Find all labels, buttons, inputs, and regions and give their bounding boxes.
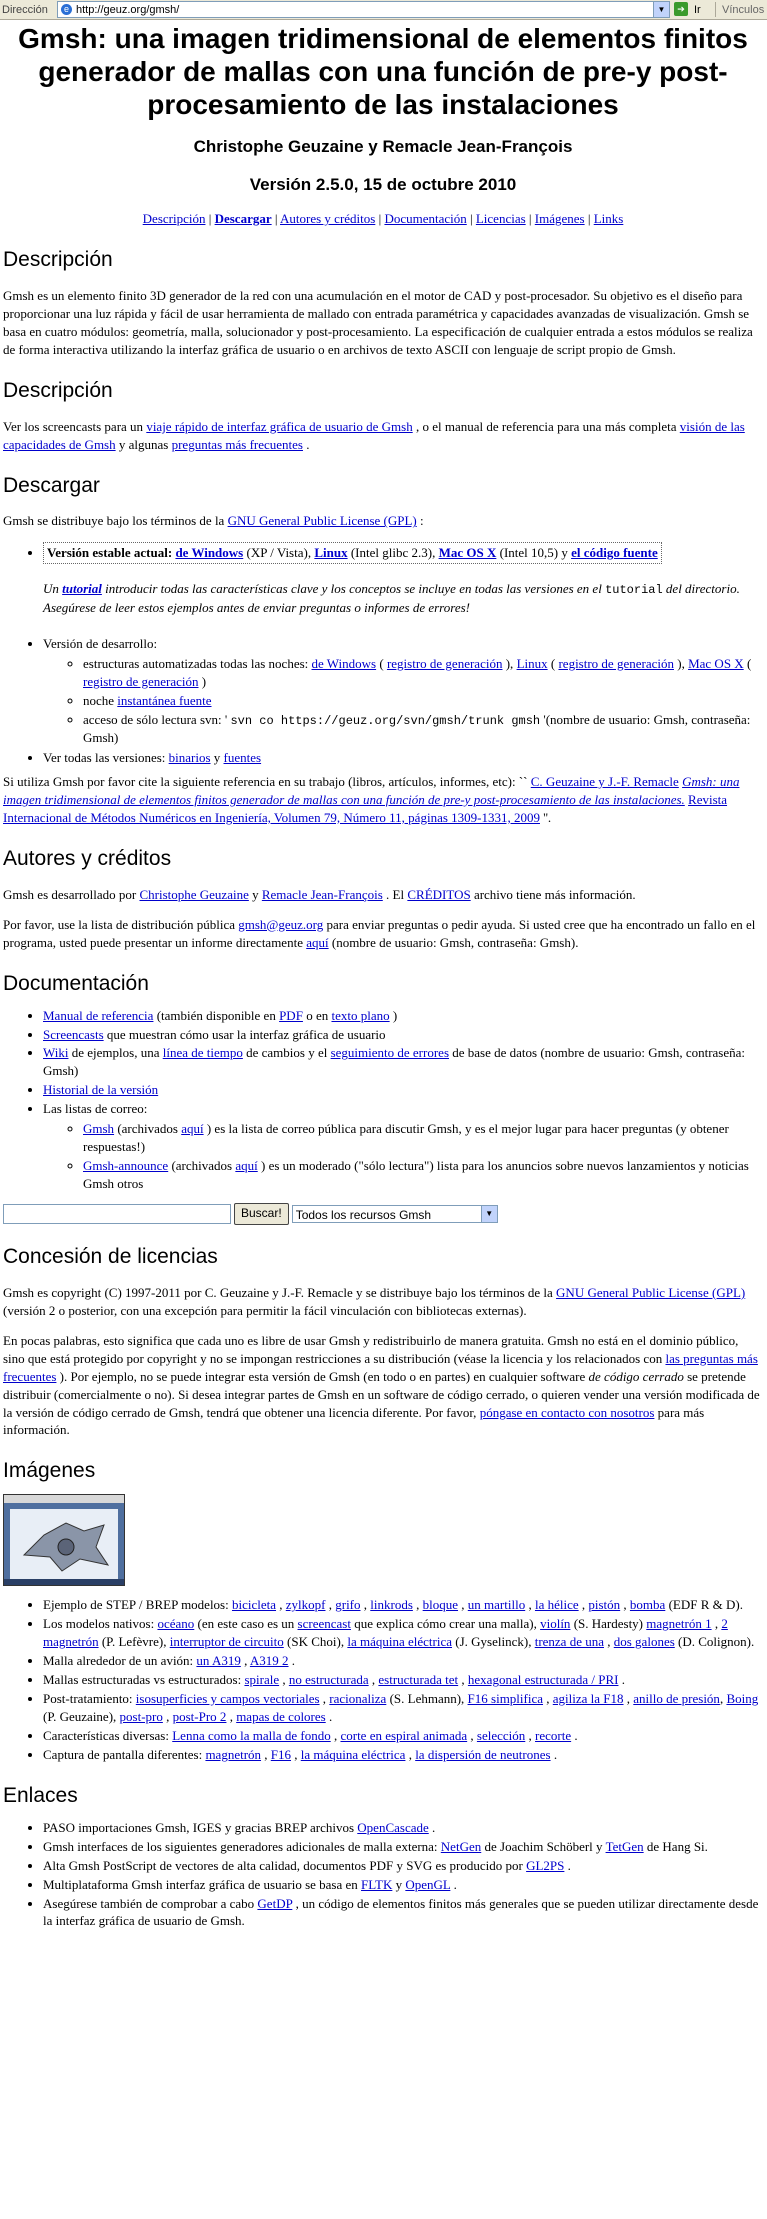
citation-authors-link[interactable]: C. Geuzaine y J.-F. Remacle — [530, 774, 679, 789]
text: ( — [547, 655, 559, 671]
text: (D. Colignon). — [674, 1634, 755, 1650]
tetgen-link[interactable]: TetGen — [605, 1838, 644, 1854]
tutorial-note-line: Un tutorial introducir todas las características clave y los conceptos se incluye en todas las versiones en el tutorial del directorio. — [43, 581, 740, 598]
text: Los modelos nativos: — [43, 1616, 158, 1632]
images-list-item — [43, 1596, 763, 1614]
netgen-link[interactable]: NetGen — [440, 1838, 482, 1854]
text: Gmsh interfaces de los siguientes generadores adicionales de malla externa: — [43, 1838, 441, 1854]
nav-links[interactable]: Links — [593, 211, 624, 226]
address-url[interactable]: http://geuz.org/gmsh/ — [76, 4, 180, 16]
authors-line: Christophe Geuzaine y Remacle Jean-François — [193, 137, 573, 157]
address-field[interactable] — [57, 1, 670, 18]
docs-wiki-item — [43, 1044, 763, 1080]
heading-imagenes: Imágenes — [3, 1459, 96, 1483]
dev-version-item — [43, 635, 763, 747]
separator: , — [578, 1597, 589, 1613]
address-bar — [0, 0, 767, 20]
separator: , — [525, 1727, 536, 1743]
text: (EDF R & D). — [665, 1597, 743, 1613]
separator: , — [543, 1691, 553, 1707]
text: . — [302, 436, 310, 452]
text: que muestran cómo usar la interfaz gráfica de usuario — [103, 1026, 386, 1042]
docs-lists-item — [43, 1100, 763, 1193]
build-log-link[interactable]: registro de generación — [83, 673, 199, 689]
mailing-paragraph — [3, 916, 763, 952]
text: (S. Lehmann), — [386, 1691, 468, 1707]
mail-link[interactable]: gmsh@geuz.org — [238, 916, 324, 932]
image-link[interactable]: F16 simplifica — [467, 1691, 544, 1707]
text: (en este caso es un — [194, 1616, 298, 1632]
address-label: Dirección — [2, 4, 48, 16]
text: ( — [376, 655, 387, 671]
text: Las listas de correo: — [43, 1101, 148, 1117]
text: (J. Gyselinck), — [452, 1634, 535, 1650]
text: Post-tratamiento: — [43, 1691, 136, 1707]
getdp-link[interactable]: GetDP — [257, 1895, 293, 1911]
download-linux-link[interactable]: Linux — [314, 545, 348, 561]
mailing-lists — [43, 1120, 763, 1193]
citation-journal-link[interactable]: Revista Internacional de Métodos Numéricos en Ingeniería, Volumen 79, Número 11, páginas 1309-1331, 2009 — [3, 791, 728, 825]
text: ) — [198, 673, 207, 689]
separator: , — [279, 1672, 289, 1688]
docs-history-item — [43, 1081, 763, 1099]
search-input[interactable] — [3, 1204, 231, 1224]
fltk-link[interactable]: FLTK — [361, 1876, 393, 1892]
separator: , — [467, 1727, 477, 1743]
links-toolbar-label[interactable]: Vínculos — [722, 4, 765, 16]
image-link[interactable]: magnetrón 1 — [646, 1616, 712, 1632]
heading-enlaces: Enlaces — [3, 1783, 78, 1807]
page-content — [3, 22, 763, 1936]
separator: , — [226, 1709, 237, 1724]
docs-list — [3, 1007, 763, 1193]
text: Gmsh es copyright (C) 1997-2011 por C. Geuzaine y J.-F. Remacle y se distribuye bajo los términos de la — [3, 1284, 557, 1300]
image-link[interactable]: la máquina eléctrica — [300, 1746, 406, 1762]
faq-link[interactable]: preguntas más frecuentes — [171, 436, 303, 452]
images-list-item — [43, 1652, 763, 1670]
text: . — [571, 1727, 578, 1743]
text: Si utiliza Gmsh por favor cite la siguiente referencia en su trabajo (libros, artículos, informes, etc): `` — [3, 774, 531, 789]
svn-item — [83, 711, 763, 747]
image-link[interactable]: Lenna como la malla de fondo — [172, 1727, 331, 1743]
image-link[interactable]: zylkopf — [285, 1597, 326, 1613]
license-faq-link[interactable]: las preguntas más frecuentes — [3, 1350, 758, 1384]
nightly-mac-link[interactable]: Mac OS X — [688, 655, 744, 671]
tutorial-link[interactable]: tutorial — [62, 581, 102, 597]
contact-link[interactable]: póngase en contacto con nosotros — [479, 1404, 655, 1420]
text: ). Por ejemplo, no se puede integrar esta versión de Gmsh (en todo o en partes) en cualquier software — [56, 1368, 589, 1384]
text: (P. Geuzaine), — [43, 1709, 120, 1724]
image-link[interactable]: no estructurada — [288, 1672, 369, 1688]
text: de cambios y el — [242, 1045, 331, 1061]
separator: , — [360, 1597, 371, 1613]
image-link[interactable]: selección — [476, 1727, 526, 1743]
text: (versión 2 o posterior, con una excepción para permitir la fácil vinculación con bibliotecas externas). — [3, 1302, 527, 1318]
version-line: Versión 2.5.0, 15 de octubre 2010 — [249, 174, 517, 194]
snapshot-item — [83, 692, 763, 710]
getdp-item — [43, 1895, 763, 1931]
heading-descargar: Descargar — [3, 473, 100, 497]
chevron-down-icon[interactable]: ▼ — [653, 2, 669, 17]
text: Alta Gmsh PostScript de vectores de alta calidad, documentos PDF y SVG es producido por — [43, 1857, 527, 1873]
separator: , — [368, 1672, 379, 1688]
text: para más información. — [3, 1404, 705, 1438]
text: introducir todas las características clave y los conceptos se incluye en todas las versiones en el — [101, 581, 606, 597]
image-link[interactable]: spirale — [244, 1672, 280, 1688]
text: y — [248, 886, 262, 902]
text: para enviar preguntas o pedir ayuda. Si usted cree que ha encontrado un fallo en el programa, usted puede presentar un informe directamente — [3, 916, 756, 950]
image-link[interactable]: dos galones — [613, 1634, 675, 1650]
citation-title-link[interactable]: Gmsh: una imagen tridimensional de elementos finitos generador de mallas con una función de pre-y post-procesamiento de las instalaciones. — [3, 774, 740, 807]
text: . — [288, 1653, 296, 1669]
text: que explica cómo crear una malla), — [350, 1616, 541, 1632]
image-link[interactable]: interruptor de circuito — [169, 1634, 284, 1650]
docs-screencasts-item — [43, 1026, 763, 1044]
announce-list-link[interactable]: Gmsh-announce — [83, 1158, 169, 1174]
text: . — [428, 1819, 436, 1835]
text: Ver todas las versiones: — [43, 750, 169, 766]
copyright-paragraph — [3, 1284, 763, 1320]
image-link[interactable]: la máquina eléctrica — [347, 1634, 453, 1650]
nightly-windows-link[interactable]: de Windows — [311, 655, 377, 671]
manual-txt-link[interactable]: texto plano — [331, 1007, 390, 1023]
image-link[interactable]: violín — [540, 1616, 571, 1632]
image-link[interactable]: 2 magnetrón — [43, 1616, 728, 1650]
images-list-item — [43, 1671, 763, 1689]
separator: , — [405, 1746, 416, 1762]
text: ) — [389, 1007, 398, 1023]
timeline-link[interactable]: línea de tiempo — [162, 1045, 243, 1061]
announce-list-item — [83, 1157, 763, 1193]
heading-licencias: Concesión de licencias — [3, 1244, 218, 1268]
image-link[interactable]: screencast — [297, 1616, 351, 1632]
text: : — [416, 513, 424, 529]
text: PASO importaciones Gmsh, IGES y gracias BREP archivos — [43, 1819, 358, 1835]
heading-autores: Autores y créditos — [3, 846, 172, 870]
text: (SK Choi), — [283, 1634, 348, 1650]
text: En pocas palabras, esto significa que cada uno es libre de usar Gmsh y redistribuirlo de manera gratuita. Gmsh no está en el dominio público, sino que está protegido por copyright y no se impongan restricciones a su distribución (véase la licencia y los relacionados con — [3, 1332, 739, 1366]
descripcion-text: Gmsh es un elemento finito 3D generador de la red con una acumulación en el motor de CAD y post-procesador. Su objetivo es el diseño para proporcionar una luz rápida y fácil de usar herramienta de mallado con entrada paramétrica y capacidades avanzadas de visualización. Gmsh se basa en cuatro módulos: geometría, malla, solucionador y post-procesamiento. La especificación de cualquier entrada a estos módulos se realiza de forma interactiva utilizando la interfaz gráfica de usuario o en archivos de texto ASCII con lenguaje de script propio de Gmsh. — [3, 287, 753, 357]
text: de base de datos (nombre de usuario: Gmsh, contraseña: Gmsh) — [43, 1045, 746, 1079]
author-remacle-link[interactable]: Remacle Jean-François — [261, 886, 383, 902]
image-link[interactable]: pistón — [588, 1597, 621, 1613]
opencascade-link[interactable]: OpenCascade — [357, 1819, 429, 1835]
image-link[interactable]: la dispersión de neutrones — [415, 1746, 551, 1762]
images-list-item — [43, 1690, 763, 1726]
sources-link[interactable]: fuentes — [223, 750, 262, 766]
gl2ps-item — [43, 1857, 763, 1875]
separator: , — [604, 1634, 614, 1650]
text: (XP / Vista), — [243, 545, 315, 561]
closed-source-text: de código cerrado — [588, 1368, 684, 1384]
links-list — [3, 1819, 763, 1931]
image-link[interactable]: mapas de colores — [236, 1709, 326, 1724]
history-link[interactable]: Historial de la versión — [43, 1082, 159, 1098]
image-link[interactable]: isosuperficies y campos vectoriales — [135, 1691, 320, 1707]
text: ) es un moderado ("sólo lectura") lista para los anuncios sobre nuevos lanzamientos y noticias Gmsh otros — [83, 1158, 749, 1191]
stable-label: Versión estable actual: — [47, 545, 173, 561]
separator: , — [291, 1746, 301, 1762]
image-link[interactable]: magnetrón — [205, 1746, 262, 1762]
screenshot-thumbnail[interactable] — [3, 1494, 125, 1586]
author-geuzaine-link[interactable]: Christophe Geuzaine — [139, 886, 249, 902]
text: Características diversas: — [43, 1727, 173, 1743]
dev-list — [3, 635, 763, 767]
page-title: Gmsh: una imagen tridimensional de elementos finitos generador de mallas con una función de pre-y post-procesamiento de las instalaciones — [18, 23, 748, 121]
text: ), — [673, 655, 689, 671]
opencascade-item — [43, 1819, 763, 1837]
images-list — [3, 1596, 763, 1763]
snapshot-link[interactable]: instantánea fuente — [117, 692, 212, 708]
separator: , — [276, 1597, 286, 1613]
separator: , — [162, 1709, 173, 1724]
nav-autores[interactable]: Autores y créditos — [280, 211, 376, 226]
image-link[interactable]: anillo de presión — [633, 1691, 720, 1707]
gpl-link[interactable]: GNU General Public License (GPL) — [556, 1284, 746, 1300]
image-link[interactable]: post-pro — [119, 1709, 163, 1724]
text: (nombre de usuario: Gmsh, contraseña: Gmsh). — [328, 934, 579, 950]
nightly-builds-item — [83, 655, 763, 691]
image-link[interactable]: un martillo — [467, 1597, 526, 1613]
docs-manual-item — [43, 1007, 763, 1025]
text: o en — [302, 1007, 332, 1023]
text: Gmsh se distribuye bajo los términos de la — [3, 513, 228, 529]
read-examples-note: Asegúrese de leer estos ejemplos antes de enviar preguntas o informes de errores! — [43, 599, 470, 615]
text: ( — [743, 655, 752, 671]
license-intro — [3, 512, 763, 530]
text: . El — [382, 886, 408, 902]
image-link[interactable]: bomba — [629, 1597, 666, 1613]
heading-descripcion: Descripción — [3, 247, 113, 271]
download-windows-link[interactable]: de Windows — [175, 545, 244, 561]
section-nav: Descripción | Descargar | Autores y créditos | Documentación | Licencias | Imágenes | Links — [142, 211, 624, 226]
text: acceso de sólo lectura svn: ' — [83, 711, 231, 727]
text: ), — [502, 655, 517, 671]
build-log-link[interactable]: registro de generación — [386, 655, 503, 671]
text: ) es la lista de correo pública para discutir Gmsh, y es el mejor lugar para hacer preguntas (y obtener respuestas!) — [83, 1121, 729, 1155]
image-link[interactable]: trenza de una — [534, 1634, 604, 1650]
separator: , — [261, 1746, 271, 1762]
build-log-link[interactable]: registro de generación — [558, 655, 674, 671]
page-icon: e — [61, 4, 72, 15]
all-versions-item — [43, 749, 763, 767]
text: Versión de desarrollo: — [43, 635, 158, 651]
text: . — [550, 1746, 558, 1762]
text: de Joachim Schöberl y — [481, 1838, 606, 1854]
capabilities-link[interactable]: visión de las capacidades de Gmsh — [3, 418, 745, 452]
nav-licencias[interactable]: Licencias — [475, 211, 526, 226]
text: y — [392, 1876, 406, 1892]
license-details-paragraph — [3, 1332, 763, 1440]
nav-descargar[interactable]: Descargar — [214, 211, 272, 226]
image-link[interactable]: bicicleta — [231, 1597, 277, 1613]
image-link[interactable]: estructurada tet — [378, 1672, 459, 1688]
bug-report-link[interactable]: aquí — [306, 934, 329, 950]
gui-tour-link[interactable]: viaje rápido de interfaz gráfica de usuario de Gmsh — [146, 418, 413, 434]
nav-imagenes[interactable]: Imágenes — [534, 211, 585, 226]
text: Ejemplo de STEP / BREP modelos: — [43, 1597, 232, 1613]
separator: , — [711, 1616, 722, 1632]
gmsh-screenshot-image — [4, 1495, 124, 1585]
gmsh-archive-link[interactable]: aquí — [181, 1121, 204, 1137]
image-link[interactable]: post-Pro 2 — [172, 1709, 227, 1724]
svn-command: svn co https://geuz.org/svn/gmsh/trunk gmsh — [230, 713, 541, 728]
separator: , — [620, 1597, 630, 1613]
text: . — [450, 1876, 457, 1892]
text: (también disponible en — [153, 1007, 280, 1023]
stable-version-box — [43, 542, 662, 564]
text: , — [719, 1691, 727, 1707]
search-scope-value: Todos los recursos Gmsh — [295, 1207, 432, 1222]
separator: , — [325, 1597, 336, 1613]
text: estructuras automatizadas todas las noches: — [83, 655, 312, 671]
bug-tracker-link[interactable]: seguimiento de errores — [330, 1045, 449, 1061]
text: . — [618, 1672, 625, 1688]
text: (Intel 10,5) y — [496, 545, 572, 561]
text: , o el manual de referencia para una más completa — [412, 418, 680, 434]
search-button[interactable]: Buscar! — [234, 1203, 289, 1225]
text: y — [210, 750, 224, 766]
text: Multiplataforma Gmsh interfaz gráfica de usuario se basa en — [43, 1876, 362, 1892]
gpl-link[interactable]: GNU General Public License (GPL) — [227, 513, 417, 529]
text: . — [564, 1857, 571, 1873]
screencasts-link[interactable]: Screencasts — [43, 1026, 104, 1042]
nav-descripcion[interactable]: Descripción — [142, 211, 206, 226]
images-list-item — [43, 1615, 763, 1651]
search-form — [3, 1203, 763, 1225]
text: del directorio. — [662, 581, 740, 597]
text: Captura de pantalla diferentes: — [43, 1746, 206, 1762]
search-scope-select[interactable] — [292, 1205, 498, 1223]
fltk-item — [43, 1876, 763, 1894]
text: Asegúrese también de comprobar a cabo — [43, 1895, 258, 1911]
chevron-down-icon[interactable]: ▼ — [481, 1206, 497, 1222]
text: (Intel glibc 2.3), — [347, 545, 439, 561]
tutorial-note — [43, 580, 763, 616]
image-link[interactable]: océano — [157, 1616, 195, 1632]
download-mac-link[interactable]: Mac OS X — [438, 545, 497, 561]
go-button[interactable]: Ir — [694, 4, 701, 16]
stable-version-item — [43, 542, 763, 564]
nav-documentacion[interactable]: Documentación — [384, 211, 467, 226]
dev-sublist — [43, 655, 763, 747]
text: Por favor, use la lista de distribución pública — [3, 916, 239, 932]
separator: , — [623, 1691, 634, 1707]
text: . — [325, 1709, 333, 1724]
gmsh-list-item — [83, 1120, 763, 1156]
text: noche — [83, 692, 118, 708]
text: (P. Lefèvre), — [98, 1634, 170, 1650]
images-list-item — [43, 1746, 763, 1764]
image-link[interactable]: hexagonal estructurada / PRI — [467, 1672, 619, 1688]
image-link[interactable]: racionaliza — [329, 1691, 387, 1707]
separator: , — [458, 1672, 468, 1688]
separator: , — [525, 1597, 535, 1613]
separator: , — [458, 1597, 468, 1613]
text: (S. Hardesty) — [570, 1616, 647, 1632]
text: de Hang Si. — [643, 1838, 708, 1854]
opengl-link[interactable]: OpenGL — [405, 1876, 451, 1892]
go-arrow-icon[interactable]: ➔ — [674, 2, 688, 16]
download-list — [3, 542, 763, 564]
citation-paragraph — [3, 773, 763, 827]
toolbar-divider — [715, 2, 716, 17]
text: ''. — [539, 809, 552, 825]
separator: , — [240, 1653, 250, 1669]
image-link[interactable]: Boing — [726, 1691, 759, 1707]
separator: , — [330, 1727, 341, 1743]
images-list-item — [43, 1727, 763, 1745]
gmsh-list-link[interactable]: Gmsh — [83, 1121, 115, 1137]
nightly-linux-link[interactable]: Linux — [516, 655, 548, 671]
wiki-link[interactable]: Wiki — [43, 1045, 69, 1061]
image-link[interactable]: un A319 — [196, 1653, 241, 1669]
credits-link[interactable]: CRÉDITOS — [407, 886, 471, 902]
text: '(nombre de usuario: Gmsh, contraseña: Gmsh) — [83, 711, 751, 746]
authors-paragraph — [3, 886, 763, 904]
image-link[interactable]: linkrods — [370, 1597, 413, 1613]
binaries-link[interactable]: binarios — [168, 750, 211, 766]
separator: , — [319, 1691, 330, 1707]
text: Malla alrededor de un avión: — [43, 1653, 197, 1669]
image-link[interactable]: bloque — [422, 1597, 459, 1613]
download-source-link[interactable]: el código fuente — [571, 545, 658, 561]
manual-pdf-link[interactable]: PDF — [279, 1007, 303, 1023]
image-link[interactable]: F16 — [270, 1746, 292, 1762]
tutorial-dir: tutorial — [605, 583, 663, 598]
screencasts-paragraph — [3, 418, 763, 454]
image-link[interactable]: agiliza la F18 — [552, 1691, 624, 1707]
text: de ejemplos, una — [68, 1045, 163, 1061]
separator: , — [412, 1597, 423, 1613]
manual-link[interactable]: Manual de referencia — [43, 1007, 154, 1023]
text: y algunas — [115, 436, 172, 452]
heading-descripcion-2: Descripción — [3, 378, 113, 402]
text: Ver los screencasts para un — [3, 418, 147, 434]
mesh-generators-item — [43, 1838, 763, 1856]
text: se pretende distribuir (comercialmente o no). Si desea integrar partes de Gmsh en un software de código cerrado, o quieren vender una versión modificada de la versión de código cerrado de Gmsh, tendrá que obtener una licencia diferente. Por favor, — [3, 1368, 760, 1420]
text: archivo tiene más información. — [470, 886, 636, 902]
image-link[interactable]: recorte — [535, 1727, 572, 1743]
image-link[interactable]: grifo — [335, 1597, 361, 1613]
text: (archivados — [168, 1158, 236, 1174]
gl2ps-link[interactable]: GL2PS — [526, 1857, 565, 1873]
text: Gmsh es desarrollado por — [3, 886, 140, 902]
heading-documentacion: Documentación — [3, 971, 149, 995]
text: (archivados — [114, 1121, 182, 1137]
image-link[interactable]: corte en espiral animada — [340, 1727, 468, 1743]
announce-archive-link[interactable]: aquí — [235, 1158, 258, 1174]
text: , un código de elementos finitos más generales que se pueden utilizar directamente desde la interfaz gráfica de usuario de Gmsh. — [43, 1895, 759, 1929]
image-link[interactable]: A319 2 — [249, 1653, 289, 1669]
image-link[interactable]: la hélice — [534, 1597, 579, 1613]
text: Mallas estructuradas vs estructurados: — [43, 1672, 245, 1688]
